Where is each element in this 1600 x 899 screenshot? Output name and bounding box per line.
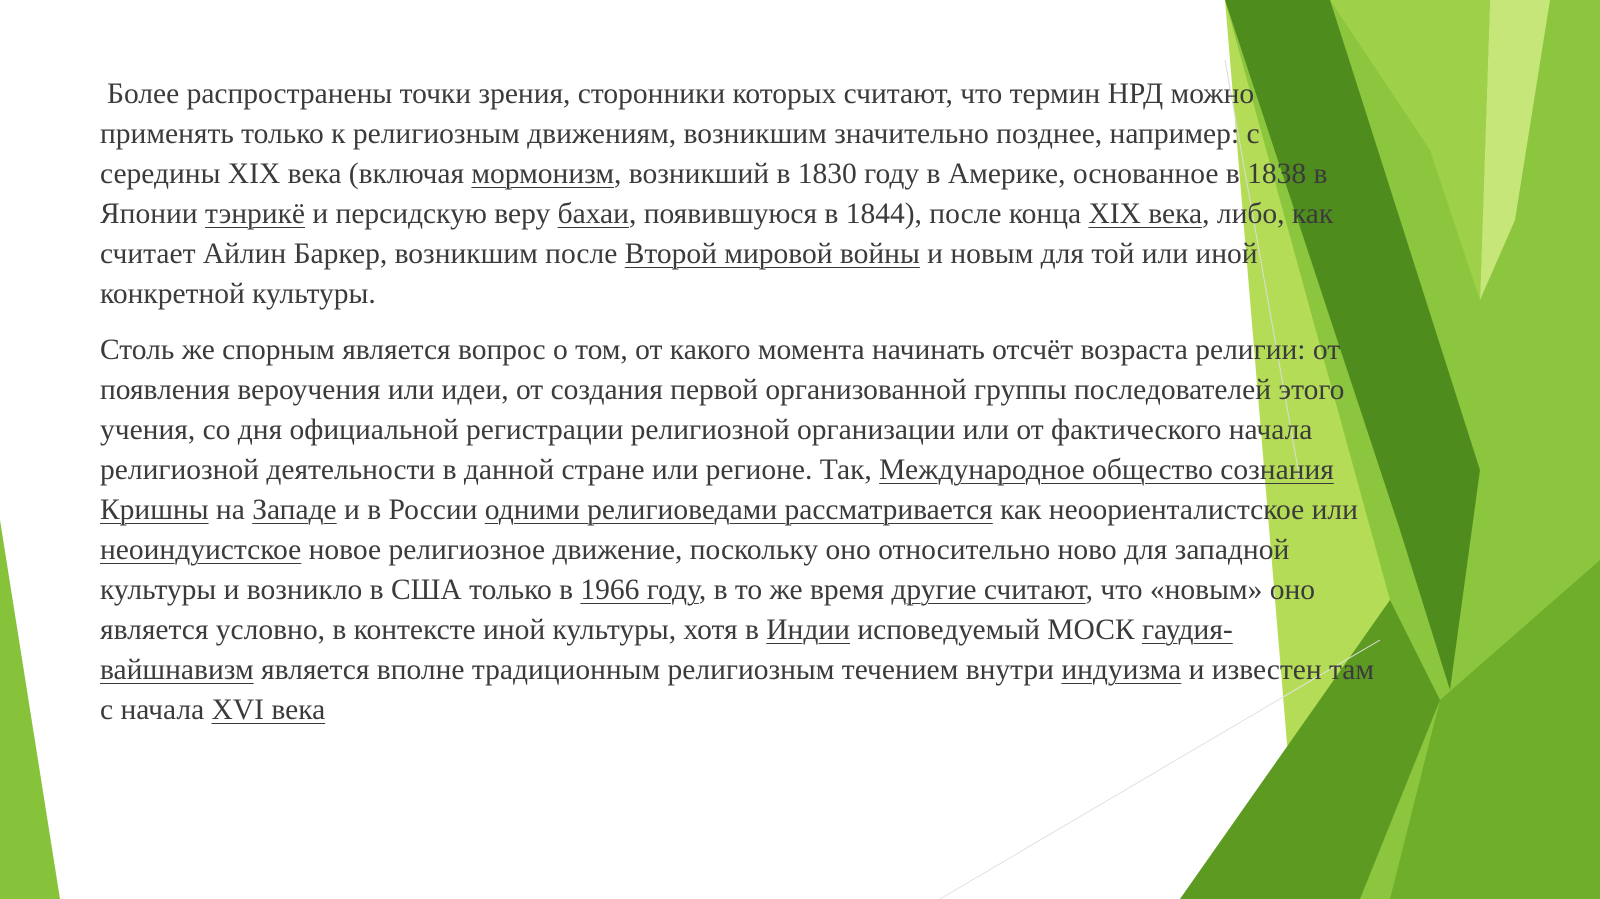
link-gaudiya-vaishnavism[interactable]: гаудия-вайшнавизм [100, 614, 1233, 686]
link-16th-century[interactable]: XVI века [211, 694, 326, 726]
text-span: и новым для той или иной конкретной культуры. [100, 238, 1258, 310]
text-span: , что «новым» оно является условно, в контексте иной культуры, хотя в [100, 574, 1315, 646]
link-india[interactable]: Индии [766, 614, 850, 646]
text-span: , в то же время [698, 574, 892, 606]
link-world-war-2[interactable]: Второй мировой войны [624, 238, 920, 270]
paragraph-1 [100, 74, 1375, 314]
text-span: и в России [336, 494, 485, 526]
link-west[interactable]: Западе [252, 494, 337, 526]
text-span: Столь же спорным является вопрос о том, от какого момента начинать отсчёт возраста религии: от появления вероучения или идеи, от создания первой организованной группы последователей этого учения, со дня официальной регистрации религиозной организации или от фактического начала религиозной деятельности в данной стране или регионе. Так, [100, 334, 1345, 486]
text-span: , возникший в 1830 году в Америке, основанное в 1838 в Японии [100, 158, 1328, 230]
text-span: как неоориенталистское или [992, 494, 1358, 526]
text-span: , либо, как считает Айлин Баркер, возникшим после [100, 198, 1334, 270]
text-span: и персидскую веру [305, 198, 558, 230]
text-span: новое религиозное движение, поскольку оно относительно ново для западной культуры и возникло в США только в [100, 534, 1290, 606]
text-span: и известен там с начала [100, 654, 1375, 726]
link-tenrikyo[interactable]: тэнрикё [204, 198, 305, 230]
link-bahai[interactable]: бахаи [557, 198, 629, 230]
text-span: , появившуюся в 1844), после конца [628, 198, 1089, 230]
link-19th-century[interactable]: XIX века [1088, 198, 1203, 230]
text-span: Более распространены точки зрения, сторонники которых считают, что термин НРД можно применять только к религиозным движениям, возникшим значительно позднее, например: с середины XIX века (включая [100, 78, 1260, 190]
slide-text-body [100, 74, 1375, 730]
text-span: на [208, 494, 253, 526]
link-1966[interactable]: 1966 году [580, 574, 699, 606]
text-span: исповедуемый МОСК [849, 614, 1142, 646]
text-span: является вполне традиционным религиозным течением внутри [253, 654, 1062, 686]
left-green-wedge [0, 520, 60, 899]
link-iskcon[interactable]: Международное общество сознания Кришны [100, 454, 1334, 526]
paragraph-2 [100, 330, 1375, 730]
link-others-think[interactable]: другие считают [891, 574, 1086, 606]
link-mormonism[interactable]: мормонизм [471, 158, 615, 190]
link-hinduism[interactable]: индуизма [1061, 654, 1182, 686]
link-some-scholars[interactable]: одними религиоведами рассматривается [484, 494, 993, 526]
link-neo-hindu[interactable]: неоиндуистское [100, 534, 302, 566]
